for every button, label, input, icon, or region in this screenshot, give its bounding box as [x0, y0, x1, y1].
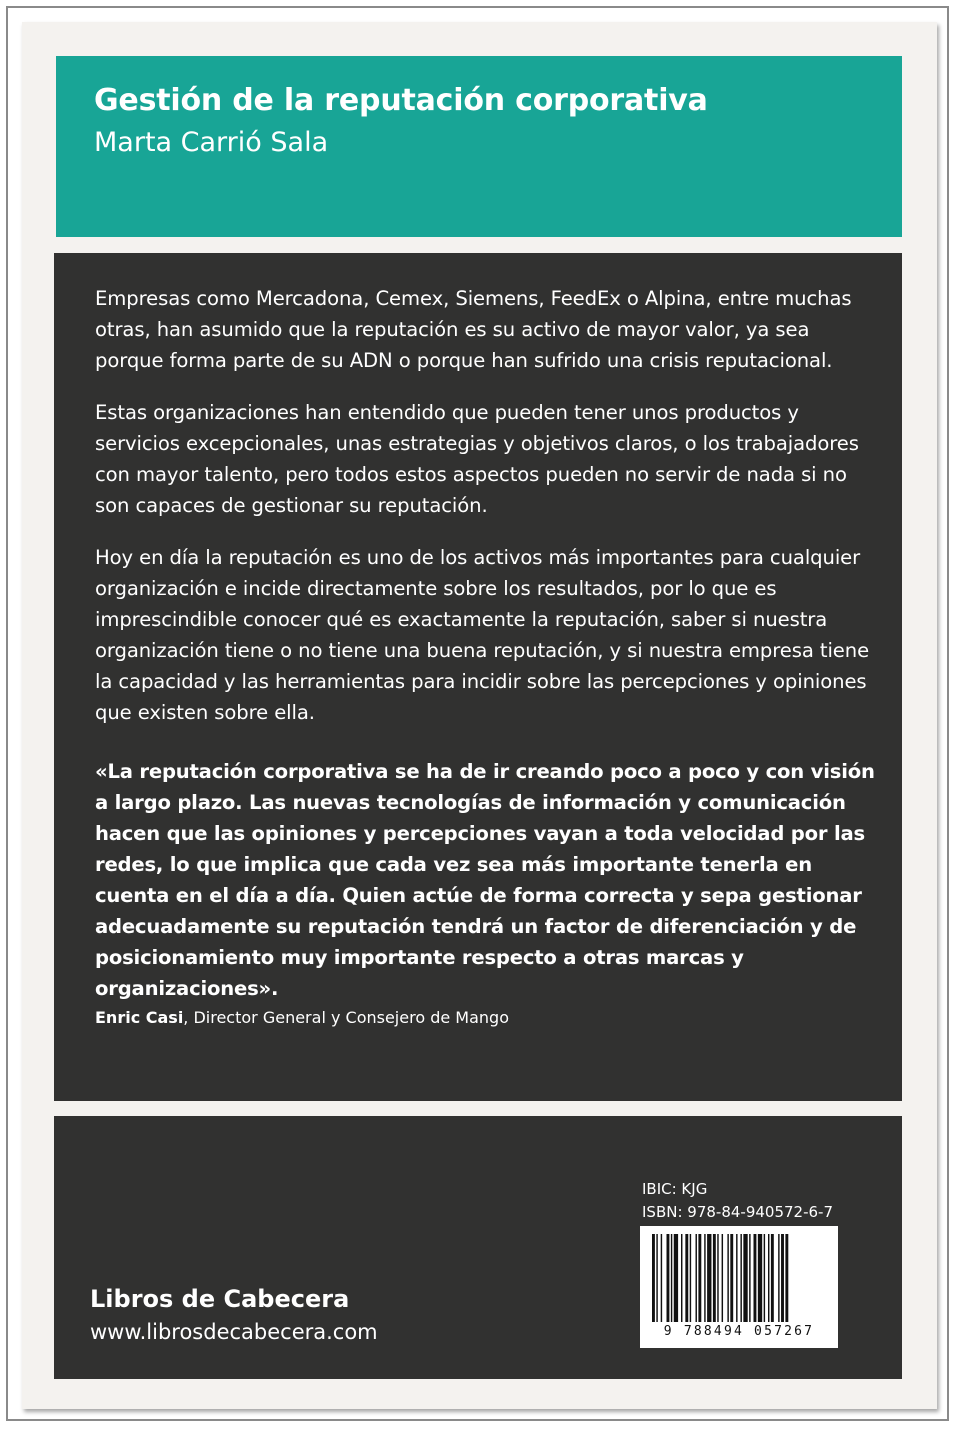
quote-author: Enric Casi: [95, 1008, 184, 1027]
book-codes: [642, 1178, 833, 1224]
barcode-stripe: [778, 1234, 779, 1322]
barcode-stripe: [698, 1234, 701, 1322]
blurb-paragraph-1: Empresas como Mercadona, Cemex, Siemens, FeedEx o Alpina, entre muchas otras, han asumido que la reputación es su activo de mayor valor, ya sea porque forma parte de su ADN o porque han sufrido una crisis reputacional.: [95, 287, 852, 372]
quote-attribution: [95, 1006, 882, 1030]
barcode-stripe: [768, 1234, 769, 1322]
barcode-stripe: [785, 1234, 788, 1322]
barcode-stripe: [727, 1234, 728, 1322]
barcode-stripe: [707, 1234, 711, 1322]
barcode-stripe: [740, 1234, 741, 1322]
barcode-stripe: [736, 1234, 737, 1322]
barcode-stripe: [717, 1234, 718, 1322]
barcode-stripe: [671, 1234, 672, 1322]
endorsement-quote: «La reputación corporativa se ha de ir creando poco a poco y con visión a largo plazo. Las nuevas tecnologías de información y comunicación hacen que las opiniones y percepciones vayan a toda velocidad por las redes, lo que implica que cada vez sea más importante tenerla en cuenta en el día a día. Quien actúe de forma correcta y sepa gestionar adecuadamente su reputación tendrá un factor de diferenciación y de posicionamiento muy importante respecto a otras marcas y organizaciones».: [95, 760, 875, 1000]
barcode-stripe: [758, 1234, 762, 1322]
publisher-url: www.librosdecabecera.com: [90, 1320, 378, 1344]
book-title: Gestión de la reputación corporativa: [94, 83, 708, 118]
barcode-stripe: [667, 1234, 670, 1322]
barcode-stripe: [656, 1234, 657, 1322]
barcode-stripe: [749, 1234, 750, 1322]
barcode-stripe: [771, 1234, 774, 1322]
blurb-paragraph-3: Hoy en día la reputación es uno de los activos más importantes para cualquier organización e incide directamente sobre los resultados, por lo que es imprescindible conocer qué es exactamente la reputación, saber si nuestra organización tiene o no tiene una buena reputación, y si nuestra empresa tiene la capacidad y las herramientas para incidir sobre las percepciones y opiniones que existen sobre ella.: [95, 546, 870, 724]
barcode-stripe: [730, 1234, 733, 1322]
publisher-name: Libros de Cabecera: [90, 1285, 350, 1313]
book-author: Marta Carrió Sala: [94, 127, 329, 158]
isbn-code: ISBN: 978-84-940572-6-7: [642, 1203, 833, 1221]
barcode-number: 9 788494 057267: [663, 1324, 815, 1339]
barcode-stripe: [781, 1234, 784, 1322]
barcode-stripe: [722, 1234, 723, 1322]
blurb-panel: [54, 253, 902, 1101]
barcode-stripe: [652, 1234, 655, 1322]
barcode-stripe: [685, 1234, 688, 1322]
barcode-stripe: [754, 1234, 757, 1322]
footer-panel: [54, 1116, 902, 1379]
barcode-stripe: [713, 1234, 716, 1322]
barcode-stripe: [764, 1234, 765, 1322]
barcode-stripe: [690, 1234, 691, 1322]
barcode-stripe: [696, 1234, 697, 1322]
quote-author-role: , Director General y Consejero de Mango: [183, 1008, 509, 1027]
title-band: [56, 56, 902, 237]
barcode-bars: [650, 1234, 828, 1322]
ibic-code: IBIC: KJG: [642, 1180, 708, 1198]
barcode-stripe: [743, 1234, 747, 1322]
barcode-stripe: [661, 1234, 662, 1322]
barcode-stripe: [704, 1234, 705, 1322]
blurb-paragraph-2: Estas organizaciones han entendido que pueden tener unos productos y servicios excepcionales, unas estrategias y objetivos claros, o los trabajadores con mayor talento, pero todos estos aspectos pueden no servir de nada si no son capaces de gestionar su reputación.: [95, 401, 859, 517]
barcode: [640, 1226, 838, 1348]
barcode-stripe: [681, 1234, 682, 1322]
barcode-stripe: [674, 1234, 678, 1322]
